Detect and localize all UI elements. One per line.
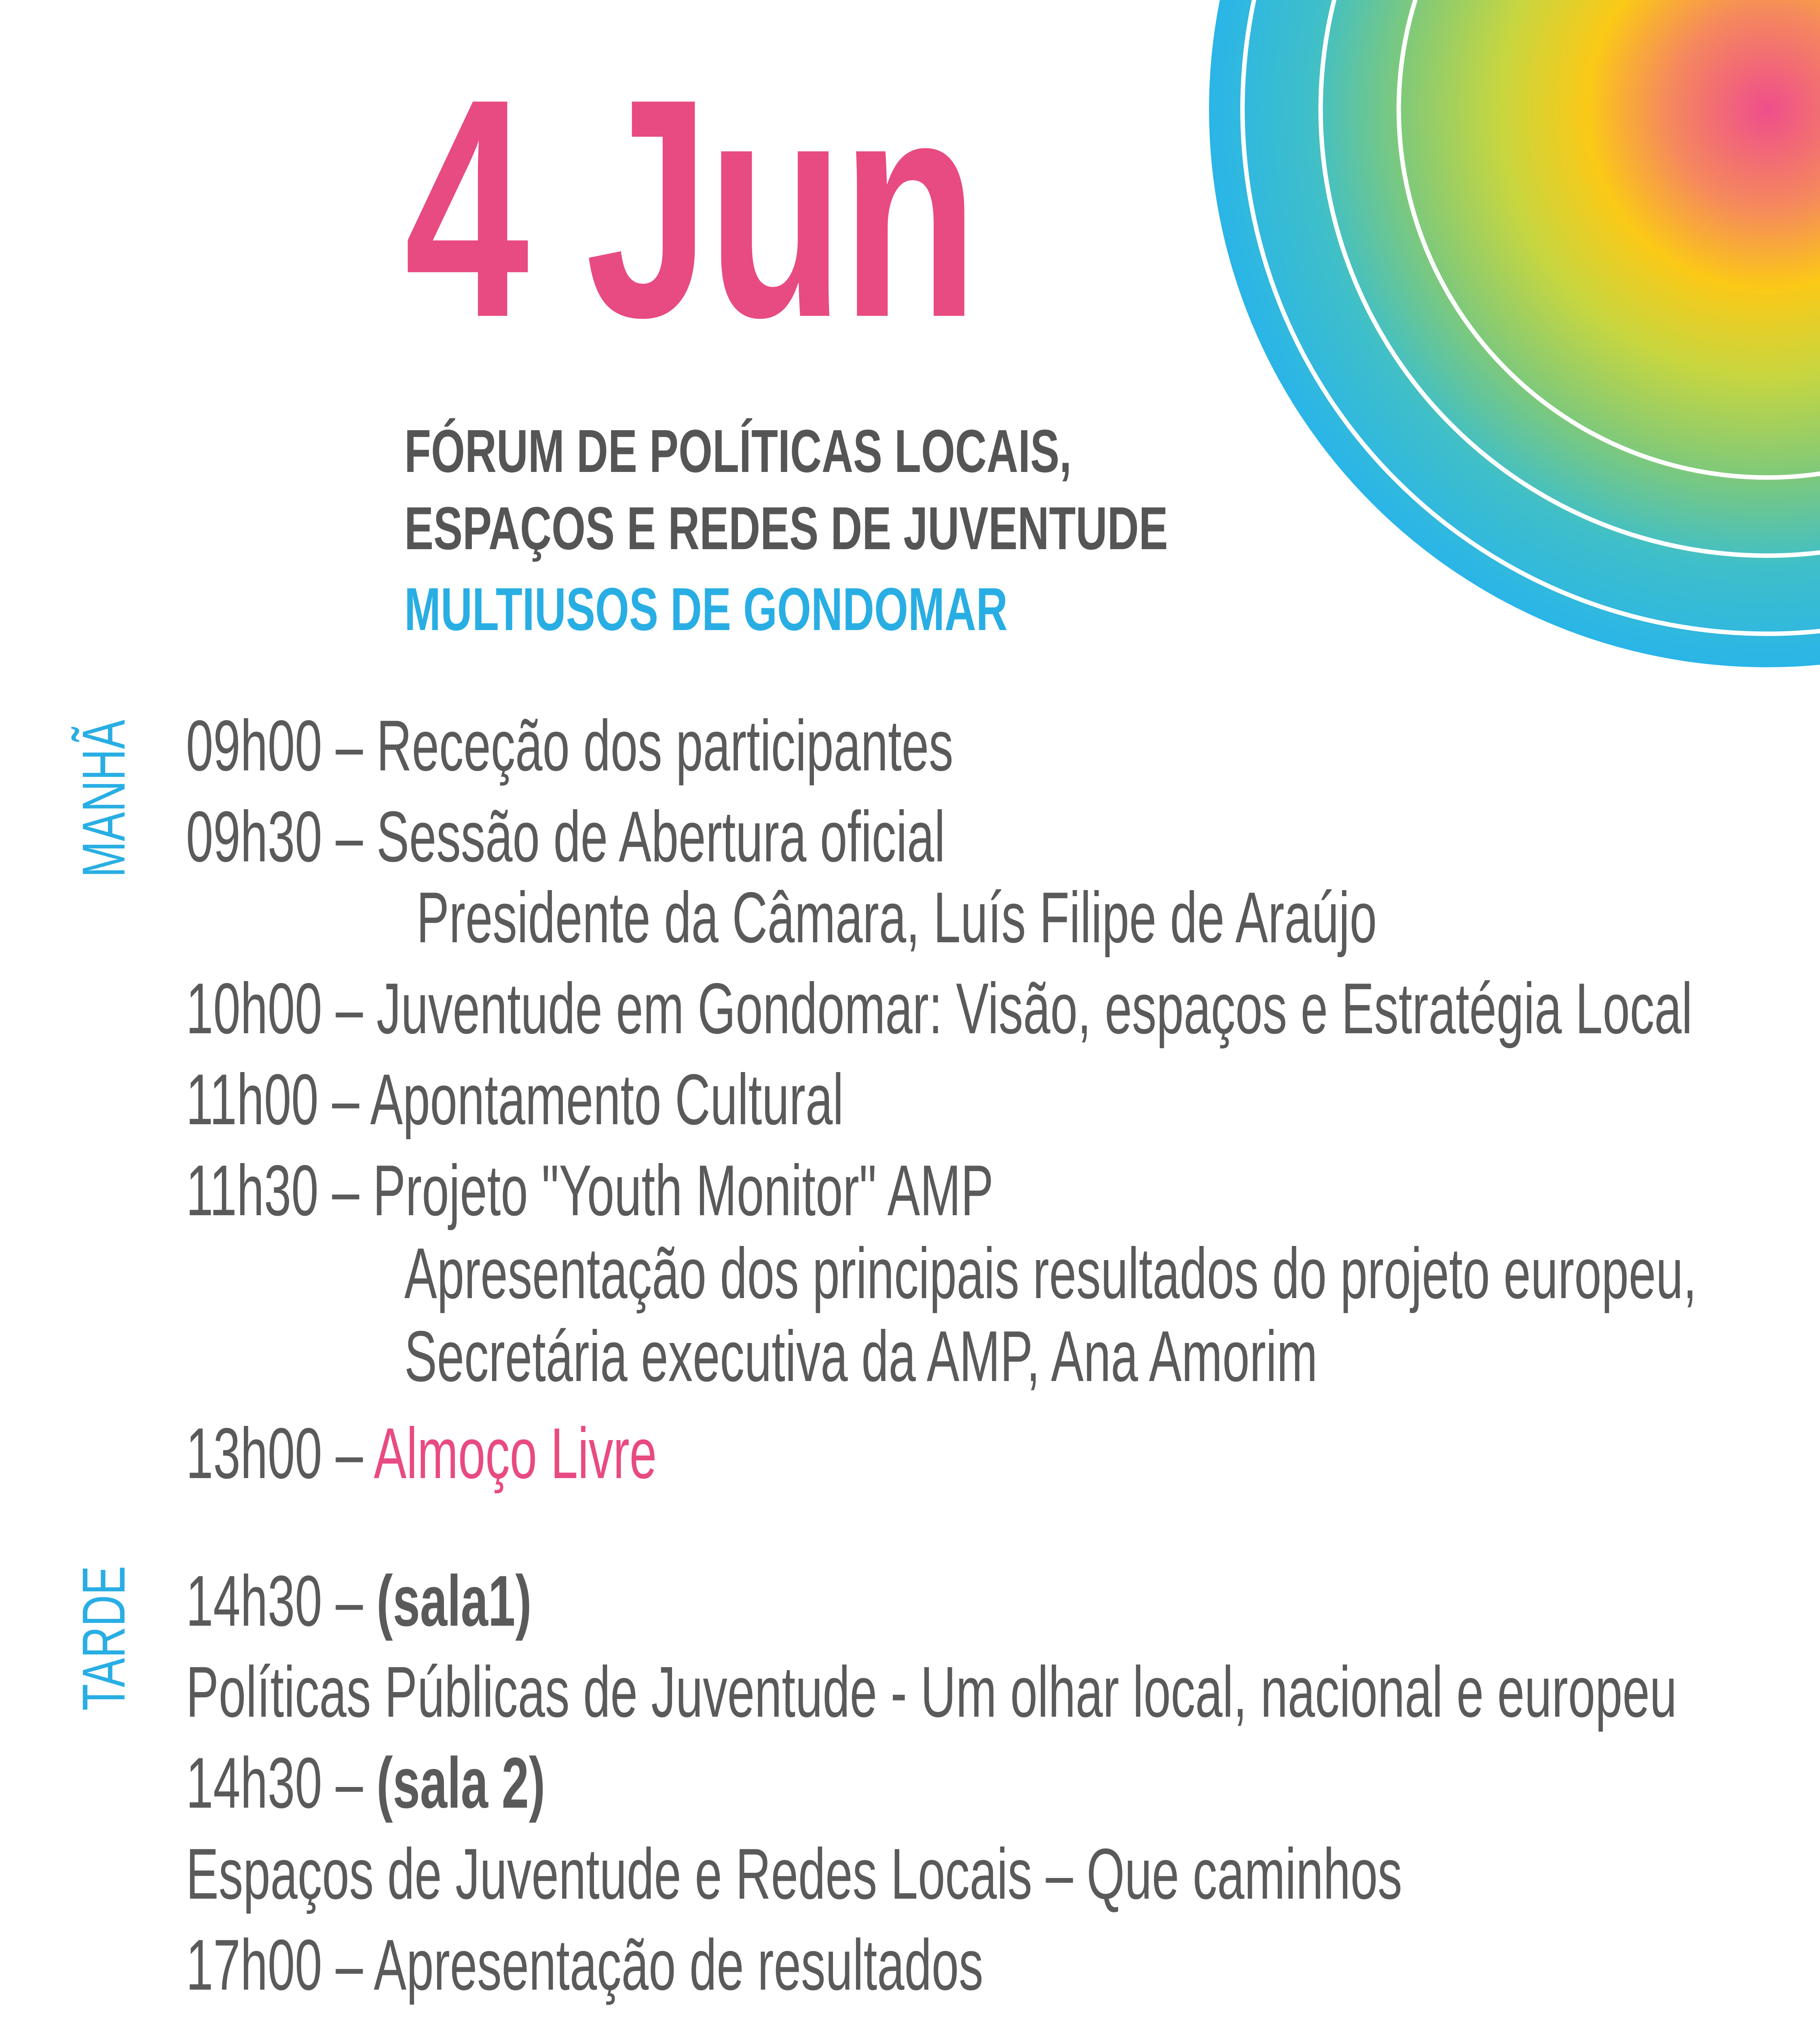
event-title-line-2: ESPAÇOS E REDES DE JUVENTUDE (404, 494, 1168, 562)
schedule-detail (416, 877, 1377, 958)
decorative-rings (1209, 0, 1820, 667)
schedule-detail (186, 1652, 1677, 1732)
schedule-item (186, 1150, 993, 1231)
schedule-time: 10h00 – (186, 968, 377, 1049)
schedule-text: Presidente da Câmara, Luís Filipe de Araújo (416, 877, 1377, 958)
schedule-time: 11h30 – (186, 1150, 373, 1231)
schedule-text: Apresentação dos principais resultados do projeto europeu, (404, 1233, 1697, 1313)
schedule-detail (404, 1316, 1318, 1396)
session-title: Políticas Públicas de Juventude (186, 1652, 877, 1732)
event-venue: MULTIUSOS DE GONDOMAR (404, 575, 1008, 643)
schedule-item (186, 1059, 844, 1140)
schedule-detail (404, 1233, 1697, 1313)
schedule-text: Apontamento Cultural (370, 1059, 844, 1140)
schedule-time: 14h30 – (186, 1743, 377, 1823)
session-subtitle: - Um olhar local, nacional e europeu (877, 1652, 1677, 1732)
schedule-detail (186, 1834, 1402, 1914)
schedule-item (186, 705, 953, 786)
session-subtitle: – Que caminhos (1032, 1834, 1402, 1914)
schedule-item (186, 1925, 983, 2005)
session-title: Espaços de Juventude e Redes Locais (186, 1834, 1032, 1914)
schedule-time: 09h00 – (186, 705, 377, 786)
room-label: (sala1) (376, 1561, 532, 1641)
section-label-afternoon: TARDE (70, 1565, 137, 1711)
schedule-time: 13h00 – (186, 1413, 374, 1493)
schedule-item (186, 796, 945, 877)
schedule-text: Sessão de Abertura oficial (376, 796, 945, 877)
room-label: (sala 2) (376, 1743, 545, 1823)
section-label-morning: MANHÃ (70, 719, 137, 878)
schedule-text: Visão, espaços e Estratégia Local (942, 968, 1693, 1049)
event-title (404, 412, 1168, 567)
event-date: 4 Jun (404, 34, 975, 382)
schedule-text-bold: Juventude em Gondomar: (376, 968, 943, 1049)
schedule-text: Apresentação de resultados (374, 1925, 983, 2005)
schedule-item (186, 968, 1693, 1049)
schedule-item (186, 1561, 532, 1641)
schedule-item (186, 1413, 657, 1493)
decorative-corner-shape (0, 1880, 24, 2022)
schedule-text: Receção dos participantes (376, 705, 953, 786)
schedule-text: Secretária executiva da AMP, Ana Amorim (404, 1316, 1318, 1396)
schedule-time: 14h30 – (186, 1561, 377, 1641)
schedule-text: Projeto "Youth Monitor" AMP (373, 1150, 993, 1231)
schedule-time: 11h00 – (186, 1059, 370, 1140)
lunch-label: Almoço Livre (374, 1413, 657, 1493)
schedule-item (186, 1743, 545, 1823)
event-title-line-1: FÓRUM DE POLÍTICAS LOCAIS, (404, 417, 1072, 485)
schedule-time: 09h30 – (186, 796, 377, 877)
schedule-time: 17h00 – (186, 1925, 374, 2005)
